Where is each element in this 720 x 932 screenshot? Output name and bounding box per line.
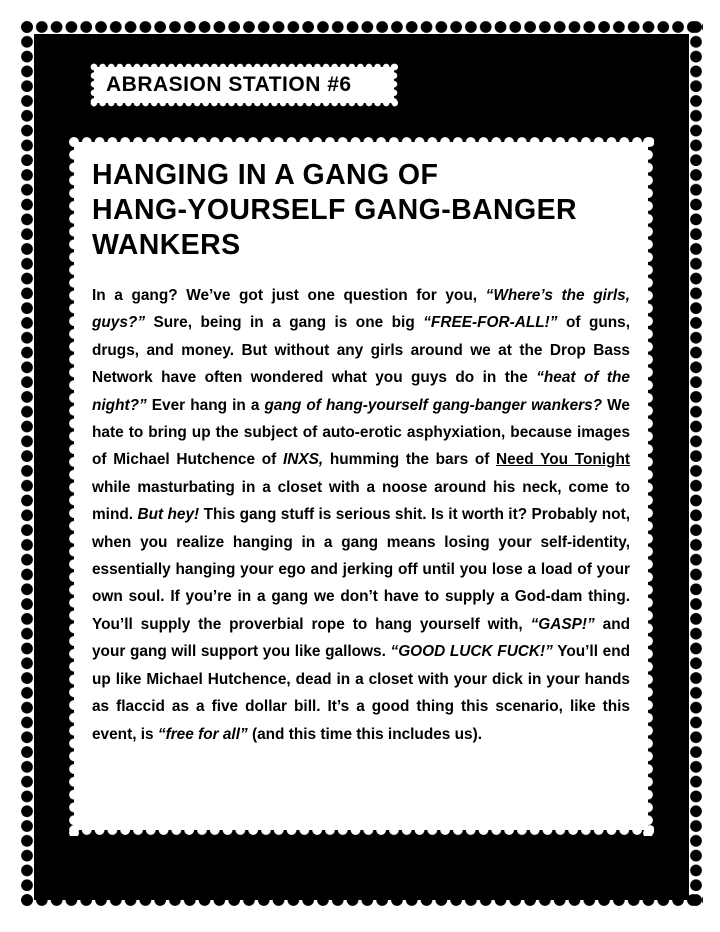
frame-perforation-top: [20, 20, 703, 34]
body-text: of guns, drugs, and money. But without any girls around we at the Drop Bass Network have often wondered what you guys do in the: [92, 314, 630, 387]
body-text: humming the bars of: [323, 451, 497, 469]
body-text: Sure, being in a gang is one big: [145, 314, 424, 332]
headline-line-1: HANGING IN A GANG OF: [92, 159, 439, 191]
body-text: (and this time this includes us).: [247, 725, 482, 743]
section-tag: [94, 67, 394, 103]
headline-line-2: HANG-YOURSELF GANG-BANGER: [92, 194, 577, 226]
article-body: [92, 282, 630, 748]
body-quote: gang of hang-yourself gang-banger wankers?: [264, 396, 603, 414]
song-title: Need You Tonight: [496, 451, 630, 469]
headline-line-3: WANKERS: [92, 229, 241, 261]
frame-perforation-left: [20, 20, 34, 907]
body-text: You’ll end up like Michael Hutchence, dead in a closet with your dick in your hands as flaccid as a five dollar bill. It’s a good thing this scenario, like this event, is: [92, 643, 630, 743]
frame-perforation-right: [689, 20, 703, 907]
body-text: Ever hang in a: [146, 396, 265, 414]
body-text: and your gang will support you like gallows.: [92, 615, 631, 661]
body-quote: But hey!: [137, 506, 200, 524]
body-quote: “GOOD LUCK FUCK!”: [390, 643, 553, 661]
section-tag-label: ABRASION STATION #6: [106, 73, 352, 96]
body-quote: INXS,: [282, 451, 324, 469]
body-quote: “GASP!”: [530, 615, 595, 633]
body-quote: “FREE-FOR-ALL!”: [423, 314, 558, 332]
article-panel: [74, 142, 648, 830]
body-quote: “free for all”: [157, 725, 248, 743]
body-quote: “heat of the night?”: [92, 369, 630, 414]
body-text: This gang stuff is serious shit. Is it worth it? Probably not, when you realize hanging in a gang means losing your self-identity, essentially hanging your ego and jerking off until you lose a load of your own soul. If you’re in a gang we don’t have to supply a God-dam thing. You’ll supply the proverbial rope to hang yourself with,: [92, 506, 630, 633]
body-text: In a gang? We’ve got just one question for you,: [92, 287, 486, 304]
body-text: while masturbating in a closet with a noose around his neck, come to mind.: [92, 478, 630, 524]
body-quote: “Where’s the girls, guys?”: [92, 287, 630, 332]
article-headline: [92, 158, 632, 263]
body-text: We hate to bring up the subject of auto-erotic asphyxiation, because images of Michael Hutchence of: [92, 396, 630, 469]
